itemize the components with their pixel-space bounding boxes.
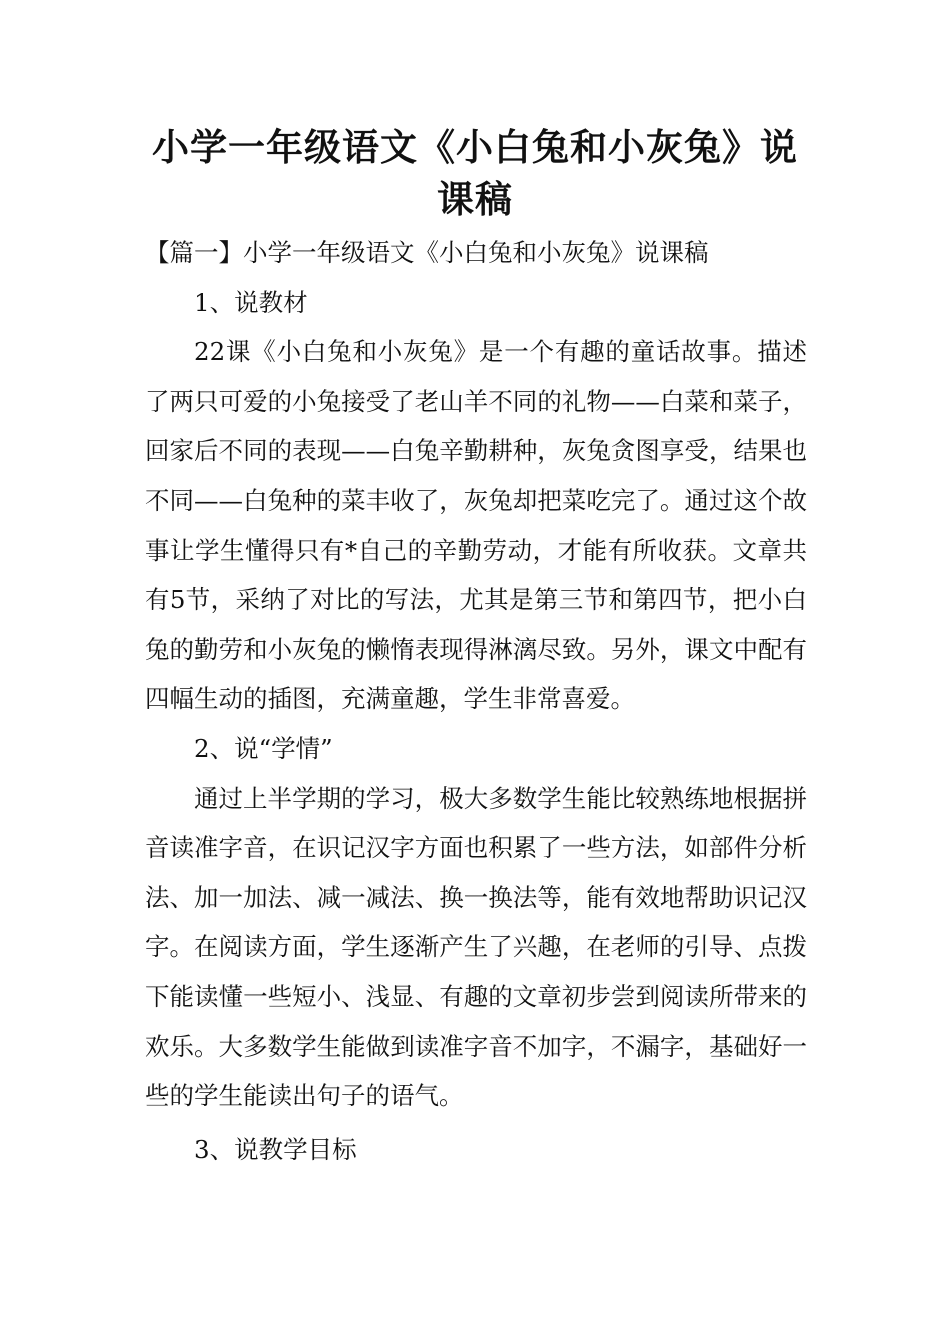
paragraph-learning-situation: 通过上半学期的学习，极大多数学生能比较熟练地根据拼音读准字音，在识记汉字方面也积累了一些方法，如部件分析法、加一加法、减一减法、换一换法等，能有效地帮助识记汉字。在阅读方面，学生逐渐产生了兴趣，在老师的引导、点拨下能读懂一些短小、浅显、有趣的文章初步尝到阅读所带来的欢乐。大多数学生能做到读准字音不加字，不漏字，基础好一些的学生能读出句子的语气。 bbox=[145, 783, 807, 1111]
subheading-teaching-material: 1、说教材 bbox=[194, 287, 308, 317]
section-heading: 【篇一】小学一年级语文《小白兔和小灰兔》说课稿 bbox=[145, 238, 709, 267]
page-title: 小学一年级语文《小白兔和小灰兔》说课稿 bbox=[152, 126, 798, 221]
subheading-teaching-goals: 3、说教学目标 bbox=[194, 1134, 357, 1164]
document-body bbox=[145, 228, 807, 1174]
subheading-learning-situation: 2、说“学情” bbox=[194, 733, 333, 763]
paragraph-teaching-material: 22课《小白兔和小灰兔》是一个有趣的童话故事。描述了两只可爱的小兔接受了老山羊不同的礼物——白菜和菜子，回家后不同的表现——白兔辛勤耕种，灰兔贪图享受，结果也不同——白兔种的菜丰收了，灰兔却把菜吃完了。通过这个故事让学生懂得只有*自己的辛勤劳动，才能有所收获。文章共有5节，采纳了对比的写法，尤其是第三节和第四节，把小白兔的勤劳和小灰兔的懒惰表现得淋漓尽致。另外，课文中配有四幅生动的插图，充满童趣，学生非常喜爱。 bbox=[145, 337, 807, 714]
